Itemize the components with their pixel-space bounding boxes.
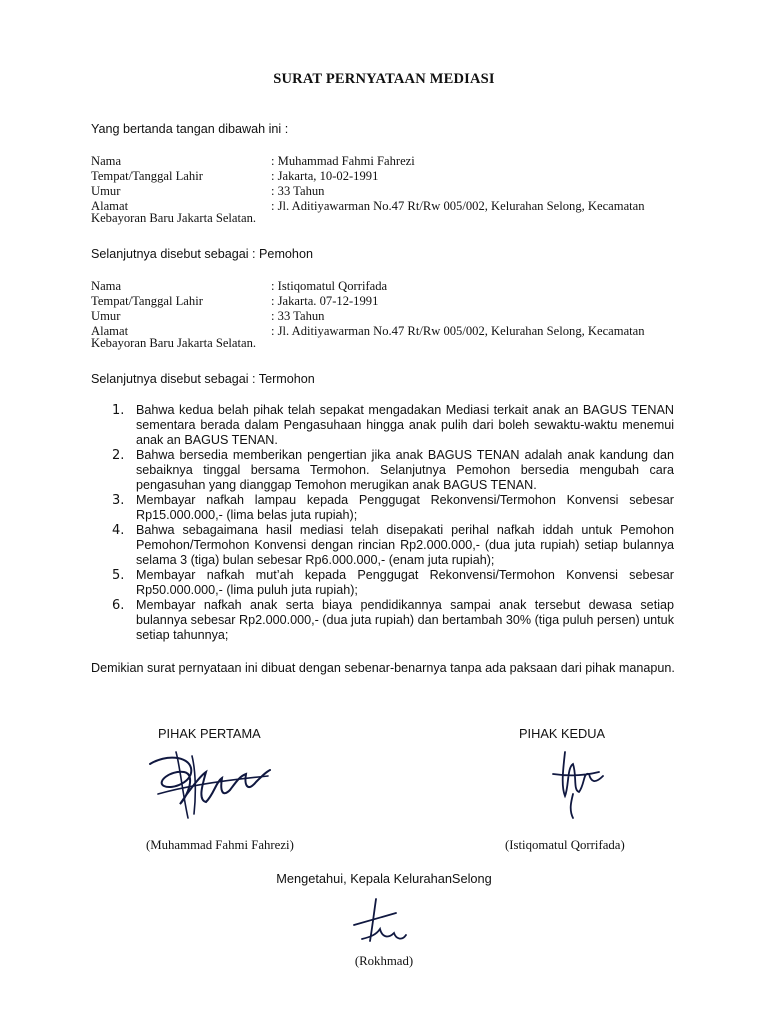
first-party-name: (Muhammad Fahmi Fahrezi): [146, 838, 294, 852]
list-number: 5.: [112, 568, 125, 583]
list-text: Membayar nafkah anak serta biaya pendidikannya sampai anak tersebut dewasa setiap bulannya sebesar Rp2.000.000,- (dua juta rupiah) dan bertambah 30% (tiga puluh persen) untuk setiap tahunnya;: [136, 598, 674, 642]
list-number: 1.: [112, 403, 125, 418]
second-party-name: (Istiqomatul Qorrifada): [505, 838, 625, 852]
list-item: [108, 493, 674, 523]
field-value: : Jakarta. 07-12-1991: [271, 294, 379, 308]
list-text: Membayar nafkah lampau kepada Penggugat Rekonvensi/Termohon Konvensi sebesar Rp15.000.000,- (lima belas juta rupiah);: [136, 493, 674, 522]
field-value: : Jl. Aditiyawarman No.47 Rt/Rw 005/002, Kelurahan Selong, Kecamatan: [271, 324, 645, 338]
agreement-list: [108, 403, 674, 643]
party1-row-age: [91, 184, 691, 199]
witness-label: Mengetahui, Kepala KelurahanSelong: [276, 871, 492, 886]
field-label: Umur: [91, 309, 121, 323]
witness-name: (Rokhmad): [354, 954, 414, 968]
field-value: : Jl. Aditiyawarman No.47 Rt/Rw 005/002, Kelurahan Selong, Kecamatan: [271, 199, 645, 213]
field-label: Nama: [91, 279, 122, 293]
field-label: Umur: [91, 184, 121, 198]
party2-row-age: [91, 309, 691, 324]
list-text: Membayar nafkah mut’ah kepada Penggugat Rekonvensi/Termohon Konvensi sebesar Rp50.000.000,- (lima puluh juta rupiah);: [136, 568, 674, 597]
first-party-label: PIHAK PERTAMA: [158, 726, 261, 741]
first-party-signature: [136, 746, 276, 822]
party2-row-birth: [91, 294, 691, 309]
party1-identity: [91, 154, 691, 226]
closing-statement: Demikian surat pernyataan ini dibuat dengan sebenar-benarnya tanpa ada paksaan dari pihak manapun.: [91, 661, 675, 675]
list-item: [108, 568, 674, 598]
field-label: Alamat: [91, 324, 129, 338]
party2-identity: [91, 279, 691, 351]
party1-row-birth: [91, 169, 691, 184]
field-label: Alamat: [91, 199, 129, 213]
document-title: SURAT PERNYATAAN MEDIASI: [273, 71, 495, 87]
list-text: Bahwa kedua belah pihak telah sepakat mengadakan Mediasi terkait anak an BAGUS TENAN sementara berada dalam Pengasuhaan hingga anak pulih dari boleh sewaktu-waktu menemui anak an BAGUS TENAN.: [136, 403, 674, 447]
party1-row-name: [91, 154, 691, 169]
list-number: 2.: [112, 448, 125, 463]
field-value: : 33 Tahun: [271, 309, 325, 323]
field-value: : 33 Tahun: [271, 184, 325, 198]
second-party-signature: [543, 746, 613, 820]
list-number: 3.: [112, 493, 125, 508]
list-item: [108, 448, 674, 493]
list-number: 4.: [112, 523, 125, 538]
field-value: : Jakarta, 10-02-1991: [271, 169, 379, 183]
second-party-label: PIHAK KEDUA: [519, 726, 606, 741]
list-item: [108, 403, 674, 448]
list-text: Bahwa bersedia memberikan pengertian jika anak BAGUS TENAN adalah anak kandung dan sebaiknya tinggal bersama Termohon. Selanjutnya Pemohon bersedia mengubah cara pengasuhan yang dianggap Temohon merugikan anak BAGUS TENAN.: [136, 448, 674, 492]
party2-designation: Selanjutnya disebut sebagai : Termohon: [91, 372, 315, 386]
party1-address-continued: Kebayoran Baru Jakarta Selatan.: [91, 211, 257, 225]
list-number: 6.: [112, 598, 125, 613]
witness-signature: [346, 895, 410, 951]
party2-row-name: [91, 279, 691, 294]
field-label: Tempat/Tanggal Lahir: [91, 169, 203, 183]
list-text: Bahwa sebagaimana hasil mediasi telah disepakati perihal nafkah iddah untuk Pemohon Pemohon/Termohon Konvensi dengan rincian Rp2.000.000,- (dua juta rupiah) setiap bulannya selama 3 (tiga) bulan sebesar Rp6.000.000,- (enam juta rupiah);: [136, 523, 674, 567]
field-label: Tempat/Tanggal Lahir: [91, 294, 203, 308]
party2-address-continued: Kebayoran Baru Jakarta Selatan.: [91, 336, 257, 350]
field-value: : Muhammad Fahmi Fahrezi: [271, 154, 415, 168]
field-label: Nama: [91, 154, 122, 168]
party1-designation: Selanjutnya disebut sebagai : Pemohon: [91, 247, 313, 261]
intro-text: Yang bertanda tangan dibawah ini :: [91, 122, 289, 136]
field-value: : Istiqomatul Qorrifada: [271, 279, 388, 293]
list-item: [108, 523, 674, 568]
list-item: [108, 598, 674, 643]
